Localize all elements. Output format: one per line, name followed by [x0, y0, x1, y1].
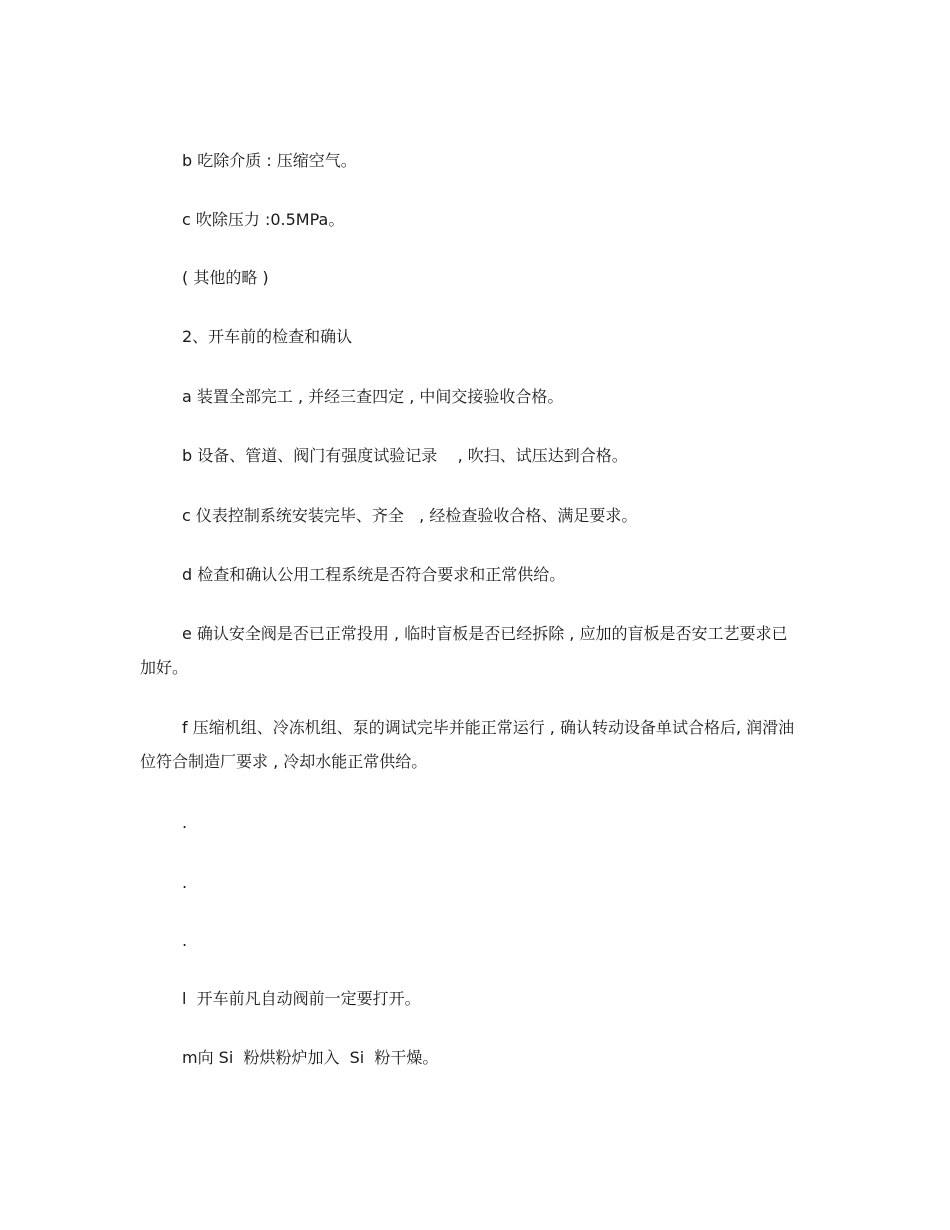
- ellipsis-dot: .: [182, 873, 188, 892]
- text-line-item-b: b 设备、管道、阀门有强度试验记录 , 吹扫、试压达到合格。: [182, 446, 628, 465]
- text-line-item-m: m向 Si 粉烘粉炉加入 Si 粉干燥。: [182, 1048, 439, 1067]
- ellipsis-dot: .: [182, 931, 188, 950]
- paragraph-item-e: e 确认安全阀是否已正常投用 , 临时盲板是否已经拆除 , 应加的盲板是否安工艺要求已加好。: [140, 624, 788, 677]
- text-line-item-a: a 装置全部完工 , 并经三查四定 , 中间交接验收合格。: [182, 387, 564, 406]
- text-line-others-omitted: ( 其他的略 ): [182, 268, 269, 287]
- text-line-item-c: c 仪表控制系统安装完毕、齐全 , 经检查验收合格、满足要求。: [182, 506, 638, 525]
- paragraph-item-f: f 压缩机组、冷冻机组、泵的调试完毕并能正常运行 , 确认转动设备单试合格后, 润滑油位符合制造厂要求 , 冷却水能正常供给。: [140, 718, 795, 771]
- text-line-blow-pressure: c 吹除压力 :0.5MPa。: [182, 210, 345, 229]
- text-line-item-d: d 检查和确认公用工程系统是否符合要求和正常供给。: [182, 565, 566, 584]
- text-line-blow-medium: b 吃除介质 : 压缩空气。: [182, 151, 357, 170]
- ellipsis-dot: .: [182, 813, 188, 832]
- section-heading-precheck: 2、开车前的检查和确认: [182, 327, 353, 346]
- text-line-item-l: l 开车前凡自动阀前一定要打开。: [182, 989, 421, 1008]
